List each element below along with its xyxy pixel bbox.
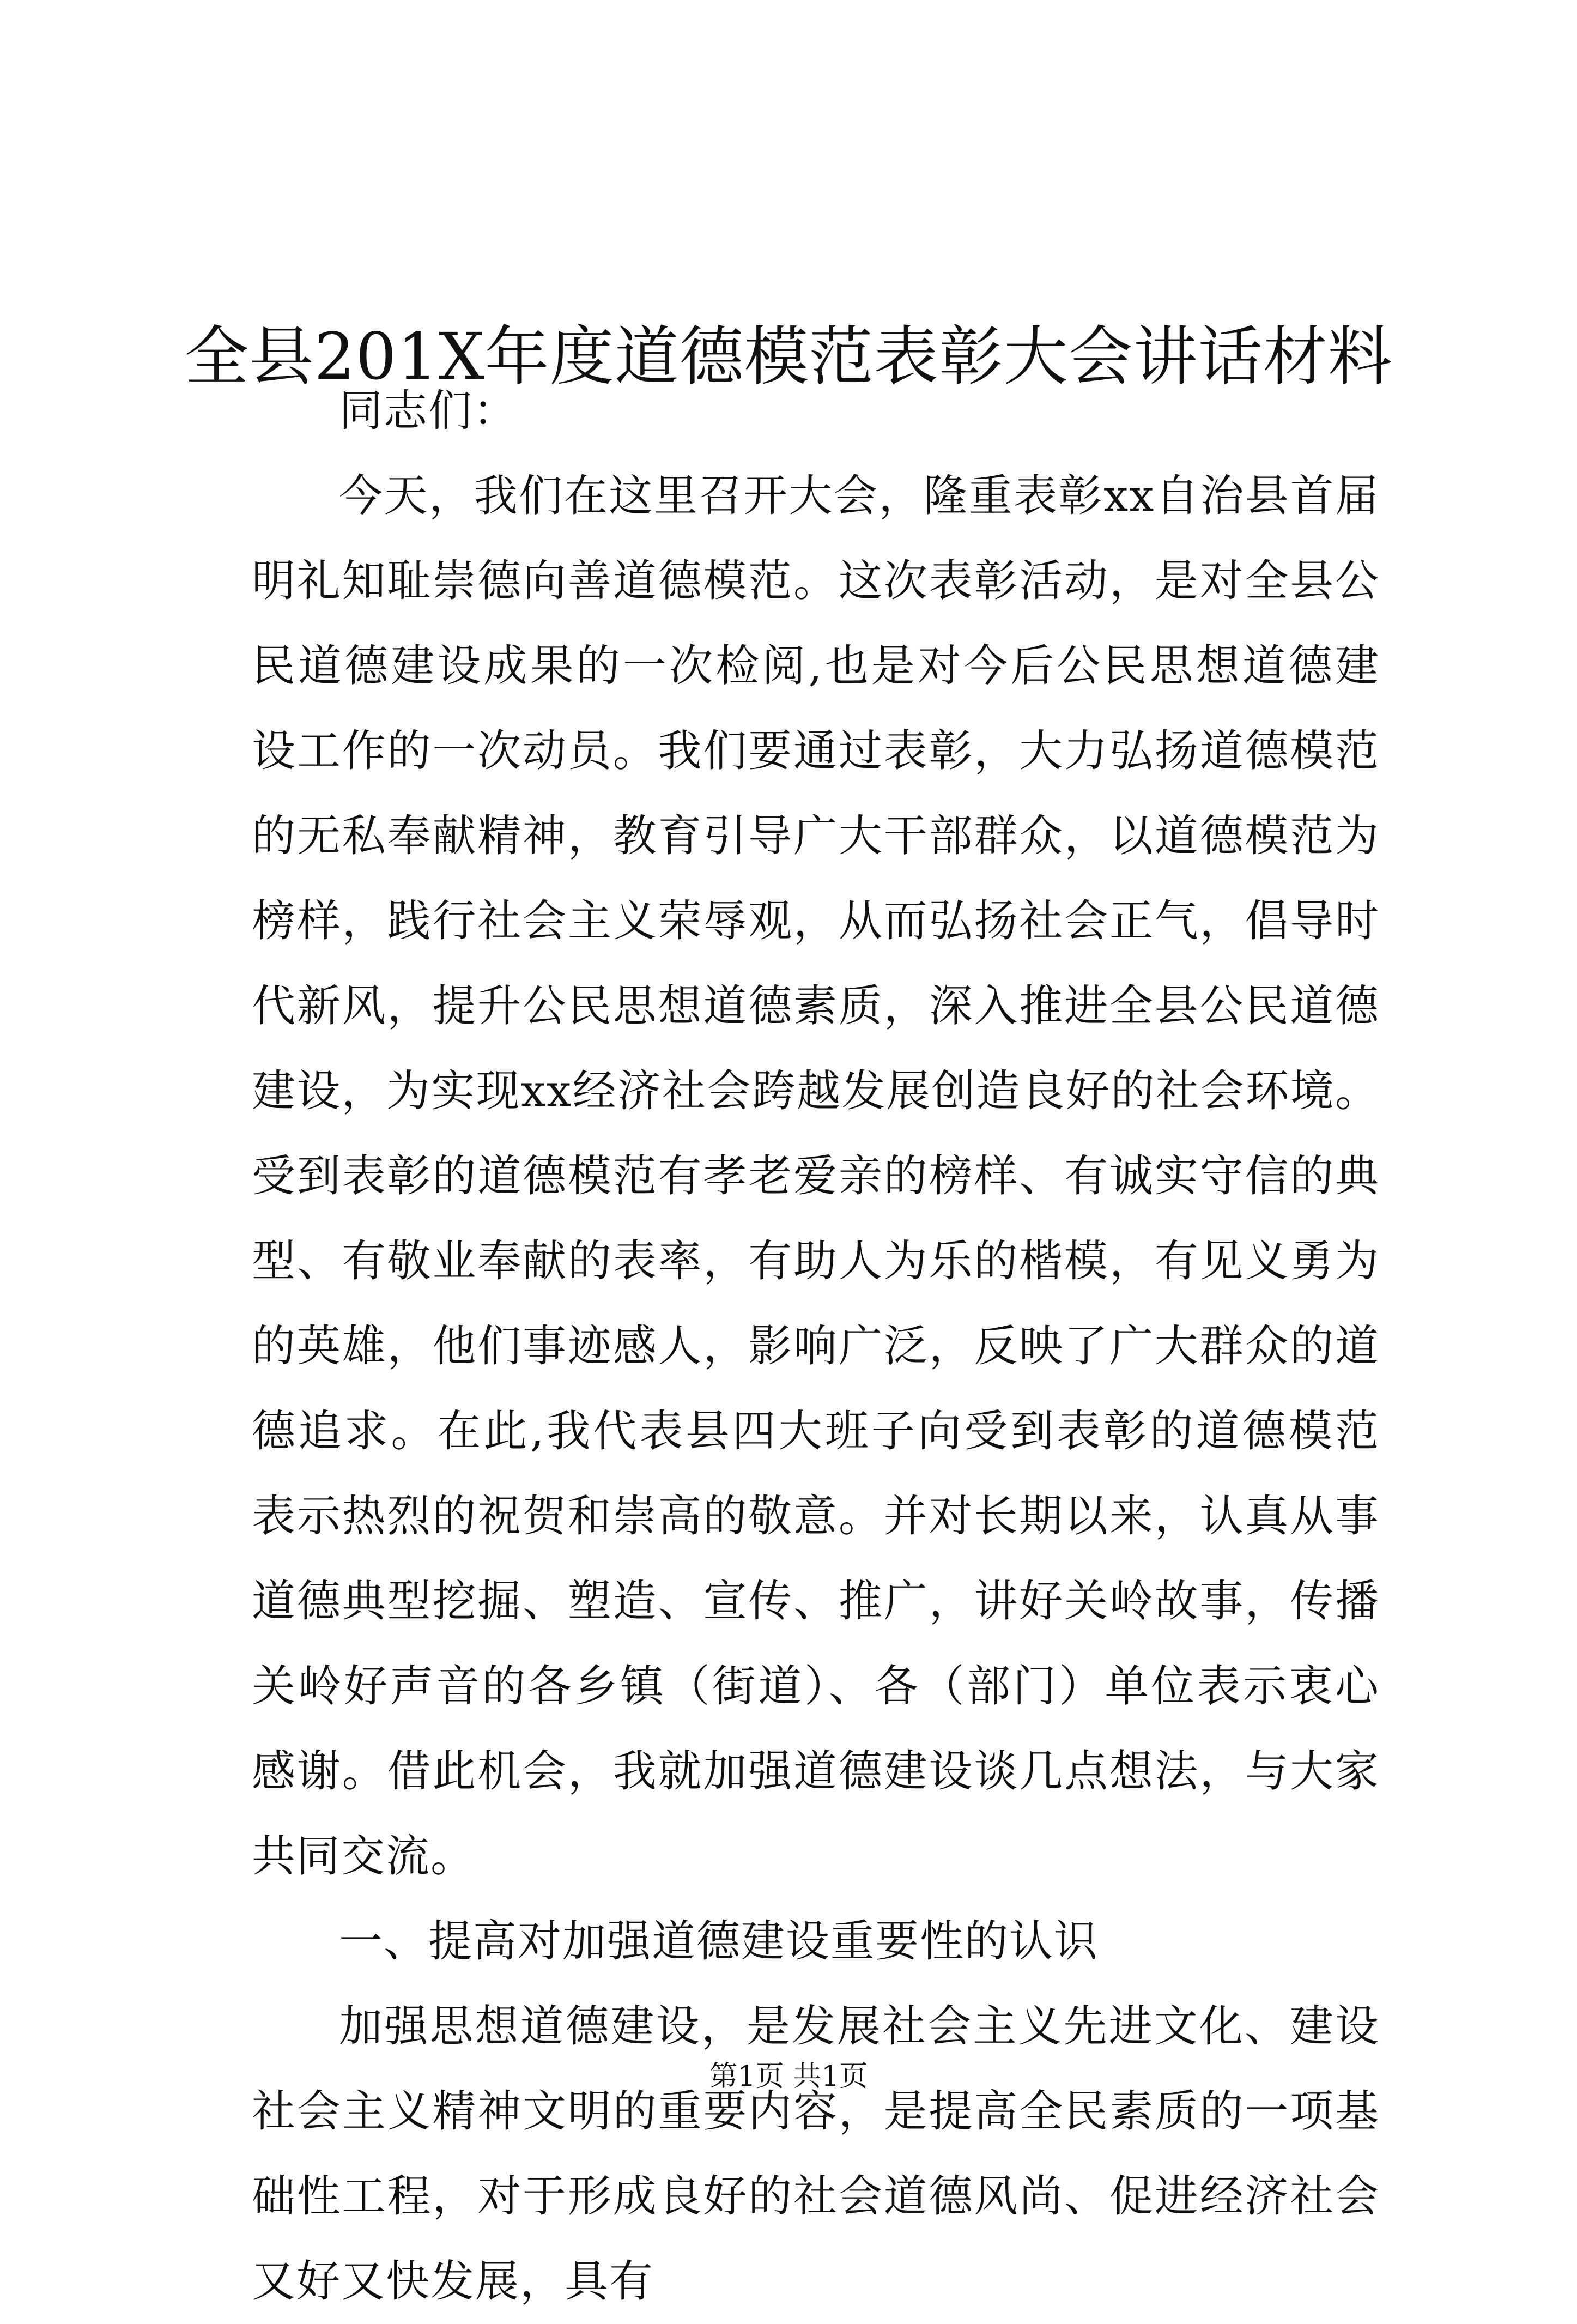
greeting: 同志们： <box>339 385 518 436</box>
section-heading-1: 一、提高对加强道德建设重要性的认识 <box>339 1916 1099 1966</box>
document-title: 全县201X年度道德模范表彰大会讲话材料 <box>184 319 1393 395</box>
paragraph-section-1: 加强思想道德建设，是发展社会主义先进文化、建设社会主义精神文明的重要内容，是提高全民素质的一项基础性工程，对于形成良好的社会道德风尚、促进经济社会又好又快发展，具有 <box>252 2001 1380 2307</box>
page-footer: 第1页 共1页 <box>709 2060 868 2093</box>
document-body <box>252 368 1380 2324</box>
paragraph-intro: 今天，我们在这里召开大会，隆重表彰xx自治县首届明礼知耻崇德向善道德模范。这次表彰活动，是对全县公民道德建设成果的一次检阅,也是对今后公民思想道德建设工作的一次动员。我们要通过表彰，大力弘扬道德模范的无私奉献精神，教育引导广大干部群众，以道德模范为榜样，践行社会主义荣辱观，从而弘扬社会正气，倡导时代新风，提升公民思想道德素质，深入推进全县公民道德建设，为实现xx经济社会跨越发展创造良好的社会环境。受到表彰的道德模范有孝老爱亲的榜样、有诚实守信的典型、有敬业奉献的表率，有助人为乐的楷模，有见义勇为的英雄，他们事迹感人，影响广泛，反映了广大群众的道德追求。在此,我代表县四大班子向受到表彰的道德模范表示热烈的祝贺和崇高的敬意。并对长期以来，认真从事道德典型挖掘、塑造、宣传、推广，讲好关岭故事，传播关岭好声音的各乡镇（街道）、各（部门）单位表示衷心感谢。借此机会，我就加强道德建设谈几点想法，与大家共同交流。 <box>252 470 1380 1881</box>
